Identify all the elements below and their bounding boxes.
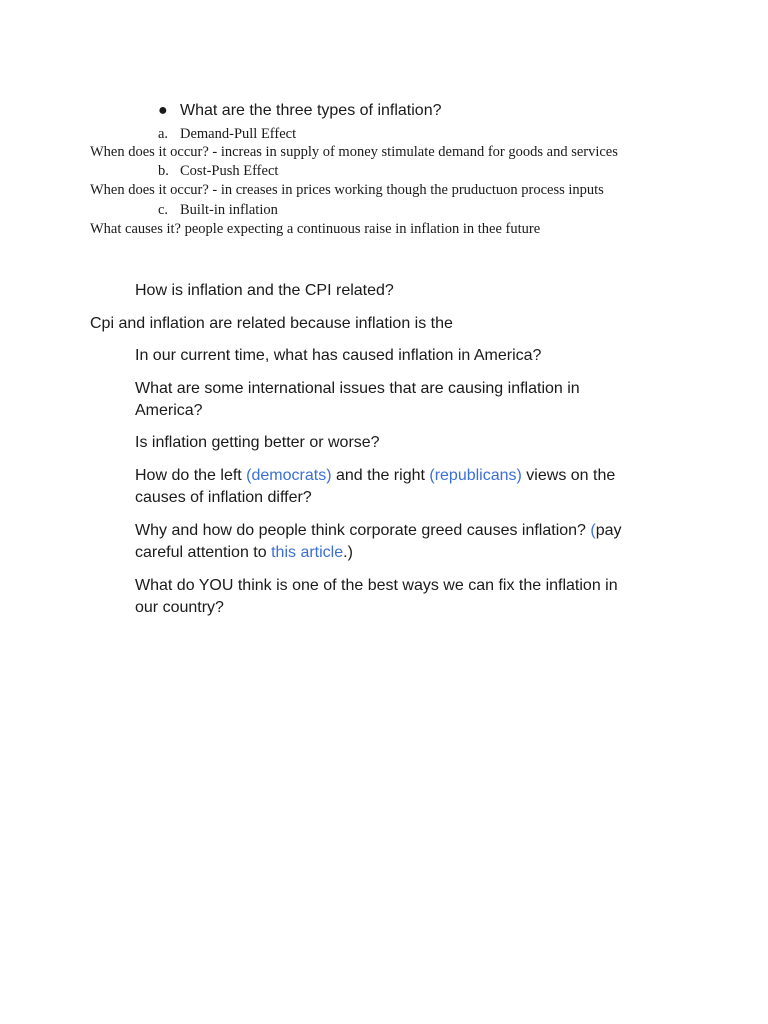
list-item-note: What causes it? people expecting a continuous raise in inflation in thee future xyxy=(90,221,541,237)
list-item-note: When does it occur? - in creases in prices working though the pruductuon process inputs xyxy=(90,182,604,198)
democrats-link[interactable]: (democrats) xyxy=(246,467,332,484)
list-item-label: Demand-Pull Effect xyxy=(180,126,297,142)
left-right-text: and the right xyxy=(331,467,430,484)
list-item-note: When does it occur? - increas in supply of money stimulate demand for goods and services xyxy=(90,144,618,160)
bullet-icon: ● xyxy=(158,102,168,119)
article-link[interactable]: this article xyxy=(271,544,344,561)
greed-text: .) xyxy=(343,544,353,561)
international-question: What are some international issues that are causing inflation in America? xyxy=(135,380,580,419)
list-marker: b. xyxy=(158,163,169,179)
list-item-label: Cost-Push Effect xyxy=(180,163,279,179)
types-question: What are the three types of inflation? xyxy=(180,102,442,119)
list-item-label: Built-in inflation xyxy=(180,202,278,218)
republicans-link[interactable]: (republicans) xyxy=(429,467,522,484)
bullet-question xyxy=(158,100,441,122)
greed-question xyxy=(135,520,635,564)
list-marker: c. xyxy=(158,202,169,218)
current-cause-question: In our current time, what has caused inflation in America? xyxy=(135,347,542,364)
list-item xyxy=(158,162,278,180)
paren-link: ( xyxy=(590,522,596,539)
left-right-text: How do the left xyxy=(135,467,247,484)
left-right-question xyxy=(135,465,635,509)
fix-question: What do YOU think is one of the best ways we can fix the inflation in our country? xyxy=(135,577,618,616)
list-marker: a. xyxy=(158,126,169,142)
list-item xyxy=(158,125,296,143)
greed-text: pay careful attention to xyxy=(135,522,622,561)
list-item xyxy=(158,201,278,219)
greed-text: Why and how do people think corporate greed causes inflation? xyxy=(135,522,591,539)
left-right-text: views on the causes of inflation differ? xyxy=(135,467,616,506)
cpi-answer: Cpi and inflation are related because inflation is the xyxy=(90,315,453,332)
better-worse-question: Is inflation getting better or worse? xyxy=(135,434,380,451)
cpi-question: How is inflation and the CPI related? xyxy=(135,282,394,299)
